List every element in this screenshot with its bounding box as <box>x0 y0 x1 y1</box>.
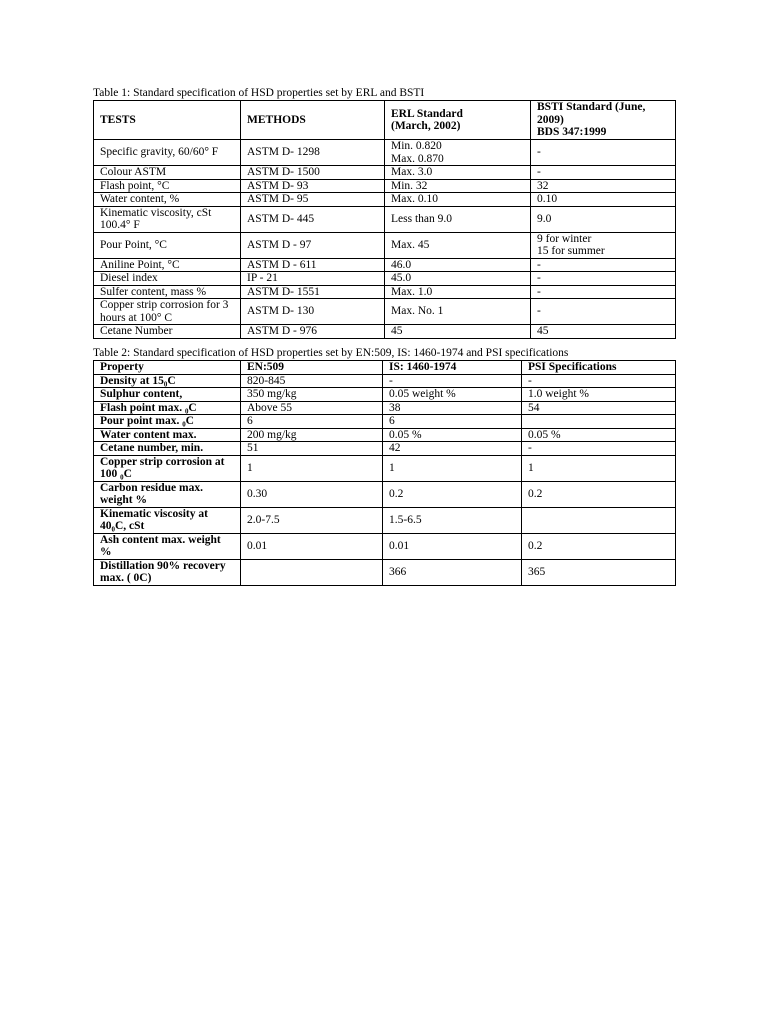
table2-cell: 0.01 <box>241 533 383 559</box>
table2-row <box>94 507 676 533</box>
table1-cell: Max. No. 1 <box>385 299 531 325</box>
table1-cell: 45 <box>531 325 676 339</box>
table1-cell: Less than 9.0 <box>385 206 531 232</box>
table1-cell: ASTM D- 95 <box>241 193 385 207</box>
table2-cell: Water content max. <box>94 428 241 442</box>
table2-cell: 2.0-7.5 <box>241 507 383 533</box>
table2-cell: 350 mg/kg <box>241 388 383 402</box>
table2-cell: 0.2 <box>522 481 676 507</box>
table2-cell: 6 <box>241 415 383 429</box>
table1-cell: Kinematic viscosity, cSt 100.4° F <box>94 206 241 232</box>
table2-cell: 0.30 <box>241 481 383 507</box>
table2-row <box>94 388 676 402</box>
table1-cell: - <box>531 258 676 272</box>
table1-cell: Colour ASTM <box>94 166 241 180</box>
table1-cell: ASTM D- 130 <box>241 299 385 325</box>
table1-cell: ASTM D- 445 <box>241 206 385 232</box>
table1-cell: Flash point, °C <box>94 179 241 193</box>
table2-row <box>94 428 676 442</box>
table1-cell: ASTM D - 976 <box>241 325 385 339</box>
table1 <box>93 100 676 339</box>
table1-cell: Max. 1.0 <box>385 285 531 299</box>
table1-header-cell: TESTS <box>94 101 241 140</box>
table2-cell: Above 55 <box>241 401 383 415</box>
table2-row <box>94 481 676 507</box>
table1-row <box>94 166 676 180</box>
table2-cell: Sulphur content, <box>94 388 241 402</box>
table2-cell: 0.01 <box>383 533 522 559</box>
table2-row <box>94 455 676 481</box>
table2-cell: 1.5-6.5 <box>383 507 522 533</box>
table1-cell: Pour Point, °C <box>94 232 241 258</box>
table2-cell: 1 <box>522 455 676 481</box>
table1-cell: 0.10 <box>531 193 676 207</box>
table2-cell: 1.0 weight % <box>522 388 676 402</box>
table2-cell: - <box>522 442 676 456</box>
table2-cell: 51 <box>241 442 383 456</box>
table1-cell: ASTM D- 1551 <box>241 285 385 299</box>
table2-cell <box>241 559 383 585</box>
table1-cell: - <box>531 299 676 325</box>
table1-cell: Cetane Number <box>94 325 241 339</box>
table2-row <box>94 559 676 585</box>
table1-row <box>94 140 676 166</box>
table2-cell: 54 <box>522 401 676 415</box>
table2-cell: 366 <box>383 559 522 585</box>
table2-cell: 38 <box>383 401 522 415</box>
table1-cell: Max. 0.10 <box>385 193 531 207</box>
table1-cell: 46.0 <box>385 258 531 272</box>
table1-cell: Max. 45 <box>385 232 531 258</box>
table1-cell: Min. 32 <box>385 179 531 193</box>
table1-row <box>94 206 676 232</box>
table1-cell: ASTM D - 611 <box>241 258 385 272</box>
table1-cell: Max. 3.0 <box>385 166 531 180</box>
table2-caption: Table 2: Standard specification of HSD properties set by EN:509, IS: 1460-1974 and PSI specifications <box>93 347 569 359</box>
table2-header-row <box>94 361 676 375</box>
table1-cell: ASTM D - 97 <box>241 232 385 258</box>
table2-cell: Flash point max. ₀C <box>94 401 241 415</box>
table1-cell: Sulfer content, mass % <box>94 285 241 299</box>
table2-cell: Kinematic viscosity at 40₀C, cSt <box>94 507 241 533</box>
table2-cell: Copper strip corrosion at 100 ₀C <box>94 455 241 481</box>
table1-row <box>94 325 676 339</box>
table2-cell: Cetane number, min. <box>94 442 241 456</box>
table1-cell: Specific gravity, 60/60° F <box>94 140 241 166</box>
table2-cell: 42 <box>383 442 522 456</box>
table2-cell: - <box>383 374 522 388</box>
table2-cell: Distillation 90% recovery max. ( 0C) <box>94 559 241 585</box>
table2-row <box>94 415 676 429</box>
table2-cell: 0.05 % <box>383 428 522 442</box>
table2-row <box>94 533 676 559</box>
table2-cell: 6 <box>383 415 522 429</box>
table1-row <box>94 272 676 286</box>
table1-cell: Water content, % <box>94 193 241 207</box>
table1-cell: ASTM D- 1500 <box>241 166 385 180</box>
table1-caption: Table 1: Standard specification of HSD properties set by ERL and BSTI <box>93 87 425 99</box>
table2-cell: 1 <box>383 455 522 481</box>
table2-cell <box>522 507 676 533</box>
table1-cell: Aniline Point, °C <box>94 258 241 272</box>
table1-row <box>94 193 676 207</box>
table1-cell: Min. 0.820 Max. 0.870 <box>385 140 531 166</box>
table1-cell: 45 <box>385 325 531 339</box>
table2-cell <box>522 415 676 429</box>
table2-header-cell: Property <box>94 361 241 375</box>
table1-cell: 9.0 <box>531 206 676 232</box>
table1-header-row <box>94 101 676 140</box>
table2-cell: 0.05 weight % <box>383 388 522 402</box>
table2 <box>93 360 676 586</box>
table1-header-cell: ERL Standard (March, 2002) <box>385 101 531 140</box>
table1-header-cell: METHODS <box>241 101 385 140</box>
table1-cell: 32 <box>531 179 676 193</box>
table1-cell: - <box>531 285 676 299</box>
table1-header-cell: BSTI Standard (June, 2009) BDS 347:1999 <box>531 101 676 140</box>
table1-cell: Copper strip corrosion for 3 hours at 100° C <box>94 299 241 325</box>
table2-cell: 0.2 <box>522 533 676 559</box>
table2-cell: - <box>522 374 676 388</box>
table1-cell: ASTM D- 93 <box>241 179 385 193</box>
table2-cell: Pour point max. ₀C <box>94 415 241 429</box>
table1-row <box>94 232 676 258</box>
table2-header-cell: PSI Specifications <box>522 361 676 375</box>
table1-row <box>94 179 676 193</box>
table1-cell: IP - 21 <box>241 272 385 286</box>
table2-header-cell: EN:509 <box>241 361 383 375</box>
table2-cell: Ash content max. weight % <box>94 533 241 559</box>
table2-cell: 0.05 % <box>522 428 676 442</box>
table1-cell: - <box>531 272 676 286</box>
table1-cell: 45.0 <box>385 272 531 286</box>
table1-row <box>94 299 676 325</box>
table1-row <box>94 258 676 272</box>
table2-cell: Density at 15₀C <box>94 374 241 388</box>
table2-cell: 1 <box>241 455 383 481</box>
table1-cell: 9 for winter 15 for summer <box>531 232 676 258</box>
table1-cell: ASTM D- 1298 <box>241 140 385 166</box>
table2-row <box>94 374 676 388</box>
table1-cell: Diesel index <box>94 272 241 286</box>
table2-cell: Carbon residue max. weight % <box>94 481 241 507</box>
table1-row <box>94 285 676 299</box>
table2-header-cell: IS: 1460-1974 <box>383 361 522 375</box>
table2-row <box>94 442 676 456</box>
table2-cell: 365 <box>522 559 676 585</box>
table2-cell: 820-845 <box>241 374 383 388</box>
table2-cell: 0.2 <box>383 481 522 507</box>
table1-cell: - <box>531 140 676 166</box>
table2-cell: 200 mg/kg <box>241 428 383 442</box>
table1-cell: - <box>531 166 676 180</box>
table2-row <box>94 401 676 415</box>
